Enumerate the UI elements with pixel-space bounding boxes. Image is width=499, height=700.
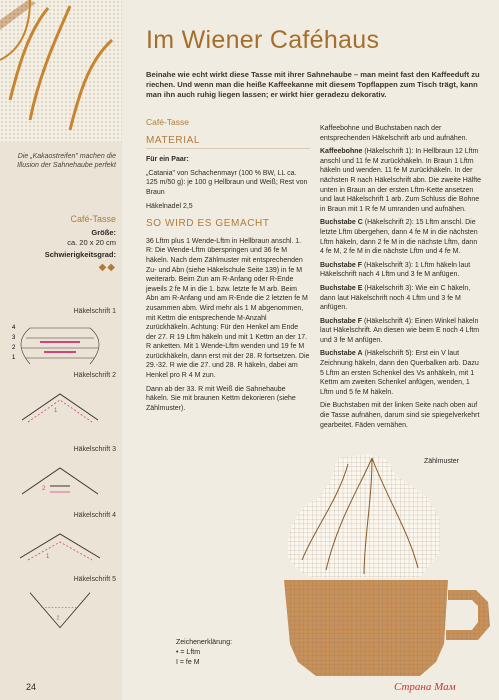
legend-title: Zeichenerklärung:: [176, 639, 233, 646]
crochet-diagram-3: [10, 456, 110, 506]
item-letter-c: Buchstabe C (Häkelschrift 2): 15 Lftm anschl. Die letzte Lftm übergehen, dann 4 fe M in die nächsten Lftm häkeln, dann 2 fe M in die nächste Lftm, dann 4 fe M, 2 fe M in die nächste Lftm und 4 fe M.: [320, 219, 478, 256]
diagram-5-num-2: 2: [56, 615, 60, 622]
method-heading: SO WIRD ES GEMACHT: [146, 218, 270, 230]
crochet-diagram-5: [10, 586, 110, 636]
col2-intro: Kaffeebohne und Buchstaben nach der entsprechenden Häkelschrift arb und aufnähen.: [320, 125, 468, 142]
method-text: 36 Lftm plus 1 Wende-Lftm in Hellbraun anschl. 1. R: Die Wende-Lftm überspringen und 36 fe M häkeln. Nach dem Zählmuster mit entsprechenden Zu- und Abn (siehe Häkelschule Seite 139) in fe M weiterarb. Beim Zun am R-Anfang oder R-Ende jeweils 2 fe M in die 1. bzw. letzte fe M arb. Beim Abn am R-Anfang und am R-Ende die 2 letzten fe M zusammen abm. Wird mehr als 1 M abgenommen, mit Kettm die entsprechende M-Anzahl zurückhäkeln. Achtung: Für den Henkel am Ende der 27. R 19 Lftm häkeln und mit 1 Kettm an der 17. R anketten. Mit 1 Wende-Lftm wenden und 19 fe M zurückhäkeln, dann erst mit der 28. R fortsetzen. Die 29.-32. R wie die 27. und 28. R häkeln, dabei am Henkel pro R 4 M zun.: [146, 237, 310, 380]
sidebar-title: Café-Tasse: [70, 214, 116, 224]
item-coffee-bean: Kaffeebohne (Häkelschrift 1): In Hellbraun 12 Lftm anschl und 11 fe M zurückhäkeln. In Braun 1 Lftm häkeln und wenden. 11 fe M zurückhäkeln. In der nächsten R nach Häkelschrift abn. Die zweite Hälfte unten in Braun an der ersten Lftm-Kette ansetzen und laut Häkelschrift 1 arb. Zum Schluss die Bohne in Braun mit 1 R fe M umranden und aufnähen.: [320, 148, 482, 213]
legend-item-lftm: • = Lftm: [176, 649, 201, 656]
column-right: [320, 124, 482, 434]
material-heading: MATERIAL: [146, 136, 310, 150]
intro-paragraph: Beinahe wie echt wirkt diese Tasse mit ihrer Sahnehaube – man meint fast den Kaffeeduft zu riechen. Und wenn man die heiße Kaffeekanne mit diesem Topflappen zum Tisch trägt, kann man ihn auch ruhig liegen lassen; er wirkt hier geradezu dekorativ.: [146, 70, 480, 99]
difficulty-diamonds: ◆◆: [98, 262, 116, 273]
diagram-5-label: Häkelschrift 5: [73, 576, 116, 583]
diagram-2-num-1: 1: [54, 408, 58, 414]
item-letter-e: Buchstabe E (Häkelschrift 3): Wie ein C häkeln, dann laut Häkelschrift noch 4 Lftm und 3 fe M anfügen.: [320, 284, 471, 312]
chart-label: Zählmuster: [424, 458, 460, 465]
potholder-photo-image: [0, 0, 122, 142]
legend: [176, 638, 232, 668]
diagram-3-label: Häkelschrift 3: [73, 446, 116, 453]
diagram-1-num-2: 2: [12, 345, 16, 351]
cup-subtitle: Café-Tasse: [146, 117, 189, 127]
item-letter-a: Buchstabe A (Häkelschrift 5): Erst ein V laut Zeichnung häkeln, dann den Querbalken arb. Dazu 5 Lftm an ersten Schenkel des Vs anhäkeln, mit 1 Kettm am zweiten Schenkel anfügen, wenden, 1 Lftm und 5 fe M häkeln.: [320, 350, 479, 396]
finish-text: Dann ab der 33. R mit Weiß die Sahnehaube häkeln. Sie mit braunen Kettm dekorieren (siehe Zählmuster).: [146, 385, 296, 412]
cup-grid: [284, 580, 448, 676]
finishing-note: Die Buchstaben mit der linken Seite nach oben auf die Tasse aufnähen, darum sind sie spiegelverkehrt gearbeitet. Fäden vernähen.: [320, 402, 480, 429]
cup-handle-grid: [446, 590, 490, 640]
crochet-diagram-4: [10, 522, 110, 572]
diagram-1-num-1: 1: [12, 355, 16, 361]
page-title: Im Wiener Caféhaus: [146, 26, 380, 54]
page-number: 24: [26, 682, 37, 692]
hook-text: Häkelnadel 2,5: [146, 202, 193, 210]
crochet-diagram-2: [10, 382, 110, 432]
size-value: ca. 20 x 20 cm: [67, 238, 116, 247]
diagram-4-label: Häkelschrift 4: [73, 512, 116, 519]
size-label: Größe:: [91, 228, 116, 237]
diagram-1-label: Häkelschrift 1: [73, 308, 116, 315]
difficulty-label: Schwierigkeitsgrad:: [44, 250, 116, 259]
pair-label: Für ein Paar:: [146, 156, 189, 164]
cup-chart: [268, 440, 496, 698]
legend-item-fem: I = fe M: [176, 659, 200, 666]
material-text: „Catania" von Schachenmayr (100 % BW, LL ca. 125 m/50 g): je 100 g Hellbraun und Weiß; Rest von Braun: [146, 169, 308, 196]
left-sidebar: [0, 0, 122, 700]
cream-grid: [288, 454, 440, 578]
watermark: Страна Мам: [394, 681, 456, 693]
item-letter-f-a: Buchstabe F (Häkelschrift 3): 1 Lftm häkeln laut Häkelschrift nach 4 Lftm und 3 fe M anfügen.: [320, 261, 471, 279]
diagram-3-num-2: 2: [42, 486, 46, 492]
potholder-photo: [0, 0, 122, 142]
diagram-1-num-3: 3: [12, 335, 16, 341]
diagram-1-num-4: 4: [12, 325, 16, 331]
diagram-2-label: Häkelschrift 2: [73, 372, 116, 379]
diagram-4-num-1: 1: [46, 554, 50, 560]
photo-caption: Die „Kakaostreifen" machen die Illusion der Sahnehaube perfekt: [17, 153, 116, 169]
column-left: [146, 118, 310, 417]
crochet-diagram-1: [10, 320, 110, 370]
item-letter-f: Buchstabe F (Häkelschrift 4): Einen Winkel häkeln laut Häkelschrift. An diesen wie beim E noch 4 Lftm und 3 fe M anfügen.: [320, 317, 480, 344]
